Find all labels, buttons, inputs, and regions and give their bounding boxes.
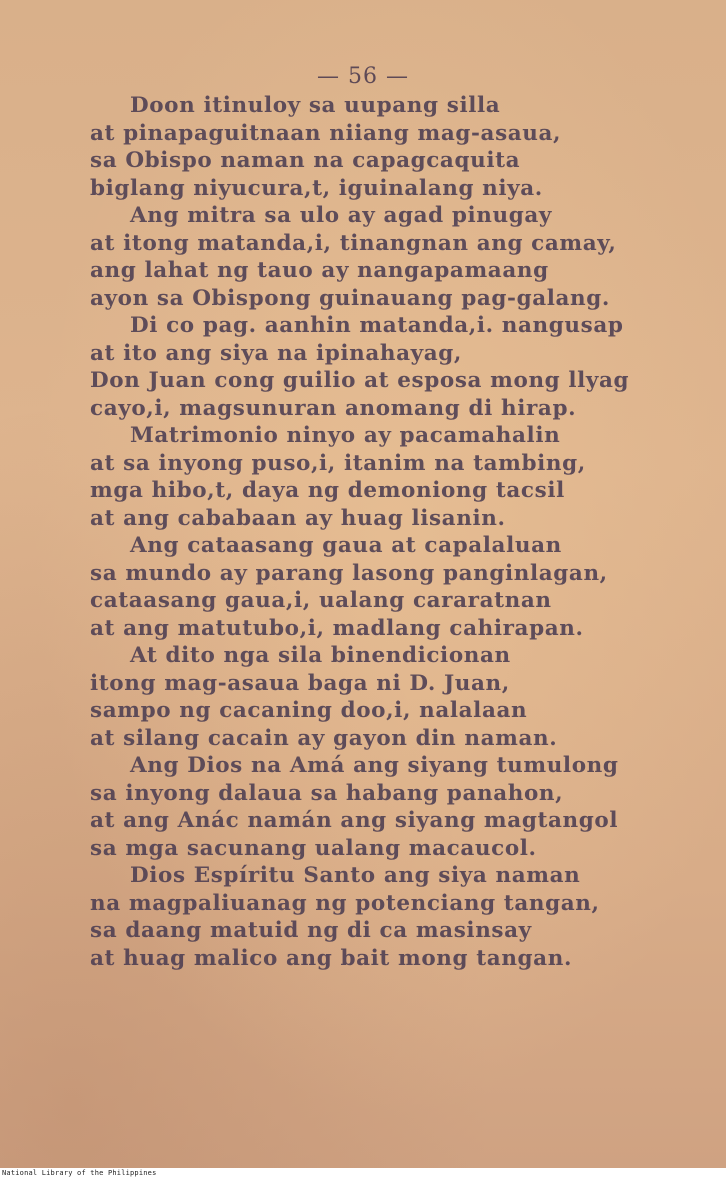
verse-line: Dios Espíritu Santo ang siya naman	[130, 863, 581, 888]
verse-line: itong mag-asaua baga ni D. Juan,	[90, 670, 510, 696]
stanza	[90, 862, 690, 972]
verse-line: cayo,i, magsunuran anomang di hirap.	[90, 395, 577, 421]
verse-line: at itong matanda,i, tinangnan ang camay,	[90, 230, 617, 256]
verse-line: sa mga sacunang ualang macaucol.	[90, 835, 537, 861]
stanza	[90, 202, 690, 312]
page-number: — 56 —	[317, 64, 409, 89]
verse-line: at ito ang siya na ipinahayag,	[90, 340, 463, 366]
verse-line: Matrimonio ninyo ay pacamahalin	[130, 423, 561, 448]
stanza	[90, 422, 690, 532]
verse-line: na magpaliuanag ng potenciang tangan,	[90, 890, 600, 916]
verse-line: at ang matutubo,i, madlang cahirapan.	[90, 615, 584, 641]
stanza	[90, 752, 690, 862]
verse-line: Doon itinuloy sa uupang silla	[130, 93, 501, 118]
verse-line: at ang cababaan ay huag lisanin.	[90, 505, 506, 531]
verse-line: ayon sa Obispong guinauang pag-galang.	[90, 285, 610, 311]
library-credit: National Library of the Philippines	[2, 1169, 157, 1177]
verse-line: cataasang gaua,i, ualang cararatnan	[90, 588, 552, 613]
verse-line: biglang niyucura,t, iguinalang niya.	[90, 175, 543, 201]
verse-line: Ang mitra sa ulo ay agad pinugay	[130, 203, 553, 228]
stanza	[90, 92, 690, 202]
verse-line: at huag malico ang bait mong tangan.	[90, 945, 573, 971]
verse-line: At dito nga sila binendicionan	[130, 643, 511, 668]
verse-line: Ang Dios na Amá ang siyang tumulong	[130, 753, 619, 778]
stanza	[90, 642, 690, 752]
verse-line: at pinapaguitnaan niiang mag-asaua,	[90, 120, 562, 146]
verse-line: sampo ng cacaning doo,i, nalalaan	[90, 698, 528, 723]
verse-line: sa inyong dalaua sa habang panahon,	[90, 780, 564, 806]
verse-line: sa mundo ay parang lasong panginlagan,	[90, 560, 608, 586]
verse-line: sa daang matuid ng di ca masinsay	[90, 918, 532, 943]
verse-line: mga hibo,t, daya ng demoniong tacsil	[90, 478, 565, 503]
verse-line: at silang cacain ay gayon din naman.	[90, 725, 558, 751]
verse-line: Di co pag. aanhin matanda,i. nangusap	[130, 313, 624, 338]
verse-line: Ang cataasang gaua at capalaluan	[130, 533, 562, 558]
verse-line: at ang Anác namán ang siyang magtangol	[90, 808, 619, 833]
poem-body	[90, 92, 690, 972]
verse-line: ang lahat ng tauo ay nangapamaang	[90, 258, 549, 283]
verse-line: Don Juan cong guilio at esposa mong llyag	[90, 368, 630, 393]
stanza	[90, 532, 690, 642]
verse-line: sa Obispo naman na capagcaquita	[90, 148, 521, 173]
verse-line: at sa inyong puso,i, itanim na tambing,	[90, 450, 586, 476]
stanza	[90, 312, 690, 422]
